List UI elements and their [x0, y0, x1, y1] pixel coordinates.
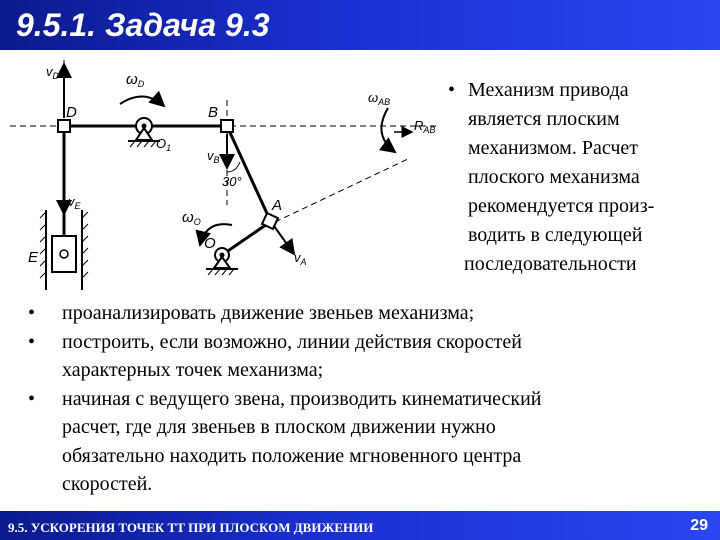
list-item-line: расчет, где для звеньев в плоском движении нужно	[62, 416, 496, 438]
label-ve: $v_E$	[68, 194, 81, 211]
title-bar	[0, 0, 720, 50]
intro-line: водить в следующей	[468, 224, 643, 246]
list-item-line: характерных точек механизма;	[62, 359, 324, 381]
joint-b	[221, 120, 233, 132]
list-item	[28, 385, 688, 499]
label-e: E	[28, 249, 39, 266]
label-o1: $O_1$	[156, 136, 172, 153]
list-item-line: начиная с ведущего звена, производить кинематический	[62, 387, 542, 410]
intro-line: плоского механизма	[468, 166, 640, 188]
label-rab: $R_{AB}$	[414, 118, 436, 135]
label-omega-o: $\omega_O$	[182, 209, 201, 227]
dash-line-to-icv	[275, 158, 410, 222]
slider-e-pin	[60, 250, 68, 258]
label-va: $v_A$	[294, 250, 307, 267]
label-b: B	[208, 104, 219, 121]
list-item	[28, 299, 688, 328]
list-bullet: •	[28, 387, 36, 410]
intro-line: является плоским	[468, 108, 620, 130]
slide-title: 9.5.1. Задача 9.3	[16, 7, 270, 43]
angle-arc-30	[227, 162, 240, 172]
intro-line: механизмом. Расчет	[468, 137, 638, 159]
list-item-line: скоростей.	[62, 473, 153, 495]
list-item-line: проанализировать движение звеньев механизма;	[62, 302, 475, 324]
velocity-va-arrow	[274, 226, 294, 254]
footer-bar	[0, 511, 720, 540]
list-item	[28, 328, 688, 385]
joint-d	[58, 120, 70, 132]
intro-paragraph	[448, 76, 716, 279]
steps-list	[28, 299, 688, 499]
link-oa	[222, 222, 270, 255]
label-vd: $v_D$	[46, 64, 59, 81]
intro-line: последовательности	[464, 253, 637, 275]
rotation-arc-omega-d	[120, 96, 164, 106]
list-bullet: •	[28, 330, 36, 353]
label-a: A	[272, 197, 283, 214]
rotation-arc-omega-ab	[381, 108, 395, 152]
list-item-line: обязательно находить положение мгновенного центра	[62, 444, 522, 467]
intro-bullet: •	[448, 79, 456, 101]
list-bullet: •	[28, 302, 36, 324]
label-omega-ab: $\omega_{AB}$	[368, 90, 391, 107]
intro-line: Механизм привода	[468, 79, 629, 101]
link-ba	[227, 126, 270, 220]
label-o: O	[204, 235, 216, 252]
label-omega-d: $\omega_D$	[126, 71, 145, 89]
intro-line: рекомендуется произ-	[468, 195, 655, 217]
footer-section-title: 9.5. УСКОРЕНИЯ ТОЧЕК ТТ ПРИ ПЛОСКОМ ДВИЖЕНИИ	[8, 520, 374, 535]
mechanism-diagram	[0, 55, 460, 295]
list-item-line: построить, если возможно, линии действия скоростей	[62, 330, 522, 353]
page-number: 29	[690, 517, 708, 534]
label-angle-30: 30°	[222, 174, 242, 189]
label-vb: $v_B$	[207, 148, 220, 165]
label-d: D	[66, 104, 77, 121]
